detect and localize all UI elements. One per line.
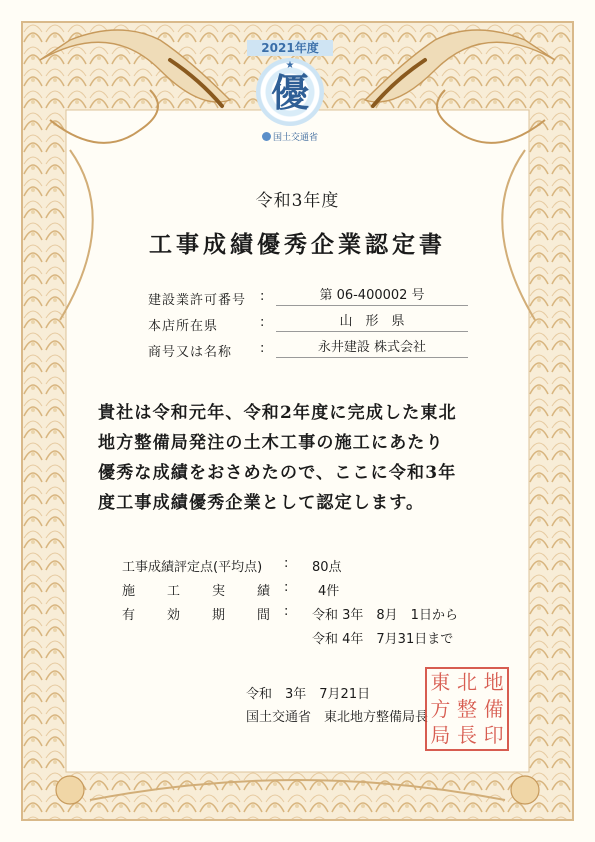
license-colon: : [260,289,265,304]
license-label: 建設業許可番号 [148,293,247,308]
star-icon: ★ [285,60,295,71]
seal-char: 長 [456,723,477,748]
seal-char: 局 [430,723,451,748]
period-label-char: 間 [256,608,270,623]
license-value: 第 06-400002 号 [276,287,468,306]
badge-org-name: 国土交通省 [272,133,318,143]
period-label-char: 有 [122,608,136,623]
seal-char: 方 [430,696,451,721]
seal-char: 東 [430,670,451,694]
works-value: 4件 [318,584,340,599]
prefecture-label: 本店所在県 [148,319,219,334]
period-to: 令和 4年 7月31日まで [312,632,454,647]
period-label [122,604,270,623]
eval-period-row [122,604,482,624]
seal-char: 地 [483,670,504,694]
works-colon: : [284,580,289,595]
body-line: 度工事成績優秀企業として認定します。 [98,493,425,513]
seal-char: 備 [483,696,504,721]
body-line: 貴社は令和元年、令和2年度に完成した東北 [98,403,457,423]
body-line: 地方整備局発注の土木工事の施工にあたり [98,433,444,453]
badge-org [247,130,333,143]
info-row-license [148,287,468,307]
prefecture-colon: : [260,315,265,330]
certificate-title: 工事成績優秀企業認定書 [149,231,446,258]
body-line: 優秀な成績をおさめたので、ここに令和3年 [98,463,457,483]
period-label-char: 効 [166,608,180,623]
excellence-badge [247,40,333,144]
badge-emblem-char: 優 [270,70,309,115]
seal-char: 整 [456,696,477,721]
certificate-body [98,398,506,518]
seal-char: 北 [456,670,477,694]
eval-period-to-row [122,628,482,648]
score-value: 80点 [312,560,342,575]
issuer-name: 国土交通省 東北地方整備局長 [246,710,429,725]
issue-date: 令和 3年 7月21日 [246,687,371,702]
works-label-char: 実 [211,584,225,599]
works-label-char: 施 [122,584,136,599]
period-from: 令和 3年 8月 1日から [312,608,458,623]
works-label-char: 績 [256,584,270,599]
works-label [122,580,270,599]
prefecture-value: 山 形 県 [276,313,468,332]
certificate-era: 令和3年度 [255,191,340,211]
info-row-prefecture [148,313,468,333]
company-label: 商号又は名称 [148,345,233,360]
badge-year: 2021年度 [247,40,333,56]
period-colon: : [284,604,289,619]
eval-score-row [122,556,482,576]
official-seal [425,667,509,751]
company-value: 永井建設 株式会社 [276,339,468,358]
seal-char: 印 [483,723,504,748]
eval-works-row [122,580,482,600]
company-colon: : [260,341,265,356]
score-colon: : [284,556,289,571]
works-label-char: 工 [166,584,180,599]
ministry-logo-icon [262,132,271,141]
period-label-char: 期 [211,608,225,623]
score-label: 工事成績評定点(平均点) [122,560,263,575]
info-row-company [148,339,468,359]
